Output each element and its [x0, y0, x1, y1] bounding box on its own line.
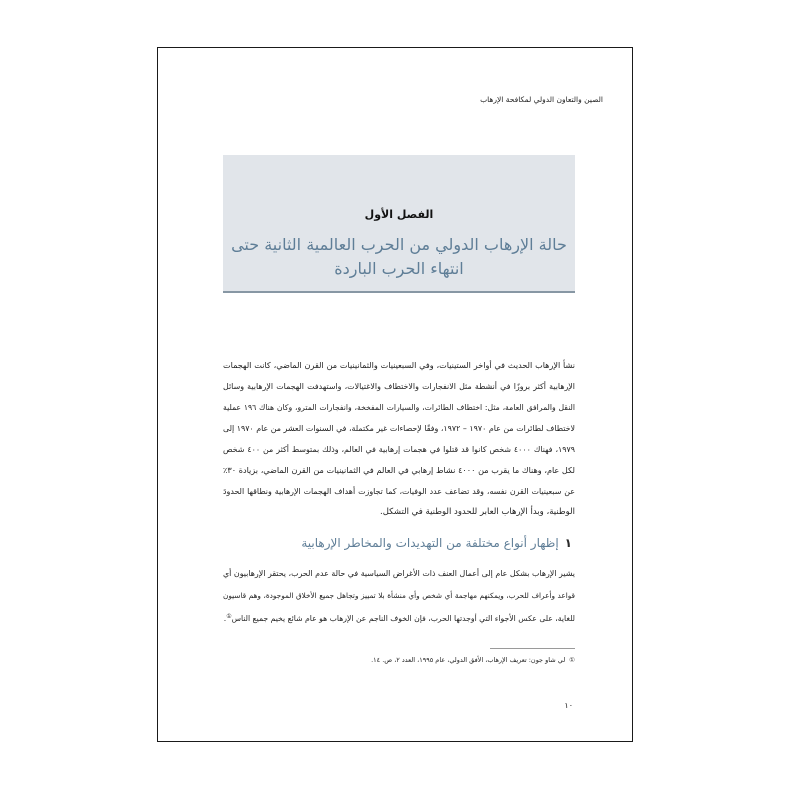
section-number: ١ — [564, 536, 572, 550]
chapter-title-line: انتهاء الحرب الباردة — [334, 259, 464, 278]
text-line: لاختطاف لطائرات من عام ١٩٧٠ – ١٩٧٢، وفقًا لإحصاءات غير مكتملة، في السنوات العشر من عام ١٩٧٠ إلى — [223, 424, 575, 433]
running-header: الصين والتعاون الدولي لمكافحة الإرهاب — [480, 95, 603, 104]
text-line: قواعد وأعراف للحرب، ويمكنهم مهاجمة أي شخص وأي منشأة بلا تمييز وتجاهل جميع الأخلاق الموجودة، وهم قاسيون — [223, 590, 575, 600]
text-line: الإرهابية أكثر بروزًا في أنشطة مثل الانفجارات والاختطاف والاغتيالات، واستهدفت الهجمات الإرهابية وسائل — [223, 382, 575, 391]
chapter-title-box — [223, 155, 575, 293]
text-line: ١٩٧٩، فهناك ٤٠٠٠ شخص كانوا قد قتلوا في هجمات إرهابية في العالم، وذلك بمتوسط أكثر من ٤٠٠ شخص — [223, 445, 575, 454]
section-heading — [223, 534, 572, 552]
text-line — [223, 606, 575, 628]
chapter-title-line: حالة الإرهاب الدولي من الحرب العالمية الثانية حتى — [231, 235, 567, 254]
text-line: الوطنية، وبدأ الإرهاب العابر للحدود الوطنية في التشكل. — [380, 507, 575, 517]
paragraph-definition — [223, 563, 575, 628]
end-punctuation: . — [223, 614, 227, 623]
section-title: إظهار أنواع مختلفة من التهديدات والمخاطر الإرهابية — [301, 536, 559, 550]
page-number: ١٠ — [564, 701, 573, 710]
footnote-text: لي شاو جون: تعريف الإرهاب، الأفق الدولي، عام ١٩٩٥، العدد ٢، ص. ١٤. — [371, 656, 566, 664]
paragraph-intro — [223, 355, 575, 523]
text-line-content: للغاية، على عكس الأجواء التي أوجدتها الحرب، فإن الخوف الناجم عن الإرهاب هو عام شائع يخيم جميع الناس — [231, 614, 575, 623]
footnote — [223, 655, 575, 665]
text-line: النقل والمرافق العامة، مثل: اختطاف الطائرات، والسيارات المفخخة، وانفجارات المترو، وكان هناك ١٩٦ عملية — [223, 403, 575, 412]
text-line: يشير الإرهاب بشكل عام إلى أعمال العنف ذات الأغراض السياسية في حالة عدم الحرب، يحتقر الإرهابيون أي — [223, 569, 575, 578]
footnote-divider — [490, 648, 575, 649]
text-line: عن سبعينيات القرن نفسه، وقد تضاعف عدد الوفيات، كما تجاوزت أهداف الهجمات الإرهابية ونطاقها الحدودَ — [223, 487, 575, 496]
footnote-reference: ① — [226, 613, 232, 620]
text-line: نشأ الإرهاب الحديث في أواخر الستينيات، وفي السبعينيات والثمانينيات من القرن الماضي، كانت الهجمات — [223, 360, 575, 370]
chapter-title — [229, 233, 569, 281]
text-line: لكل عام، وهناك ما يقرب من ٤٠٠٠ نشاط إرهابي في العالم في الثمانينيات من القرن الماضي، بزيادة ٣٠٪ — [223, 465, 575, 475]
chapter-label: الفصل الأول — [364, 208, 434, 221]
footnote-marker: ① — [569, 656, 575, 664]
